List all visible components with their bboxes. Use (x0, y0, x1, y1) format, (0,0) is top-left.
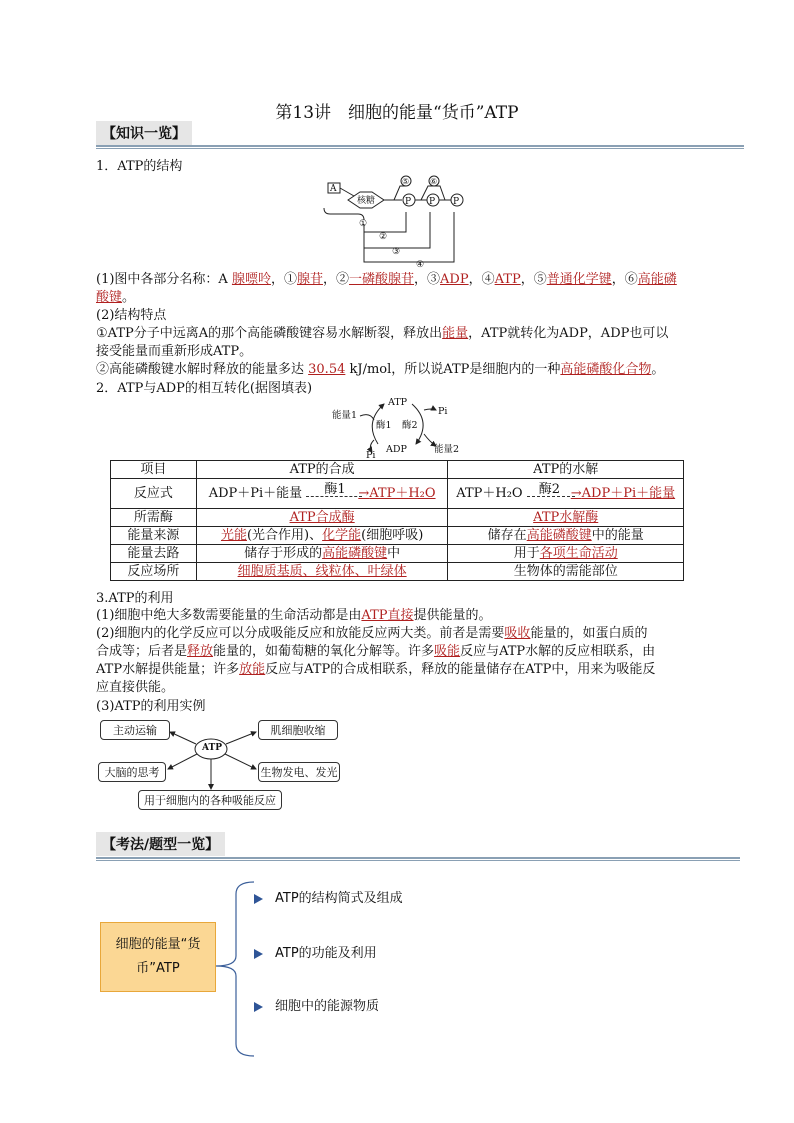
root-line2: 币”ATP (136, 961, 180, 976)
table-header-row (111, 461, 684, 479)
text: ，③ (414, 272, 441, 287)
text: 储存于形成的 (244, 545, 323, 561)
mindmap-brace (214, 880, 264, 1060)
use-examples-heading: (3)ATP的利用实例 (96, 699, 206, 714)
arrow-right-icon (254, 949, 263, 959)
answer: 吸能 (434, 644, 461, 659)
answer: 高能磷酸键 (322, 545, 388, 561)
answer: 一磷酸腺苷 (349, 272, 415, 287)
answer: 高能磷酸化合物 (560, 362, 652, 377)
answer: ATP＋H₂O (369, 485, 436, 501)
section-header-question-types: 【考法/题型一览】 (96, 832, 225, 856)
text: ②高能磷酸键水解时释放的能量多达 (96, 362, 309, 377)
answer: 细胞质基质、线粒体、叶绿体 (237, 563, 407, 579)
answer: 放能 (239, 662, 266, 677)
q2-heading: (2)结构特点 (96, 308, 167, 323)
answer: 吸收 (504, 626, 531, 641)
use-line1 (96, 607, 492, 625)
table-row (111, 563, 684, 581)
text: ATP＋H₂O (456, 485, 523, 501)
item-label: 细胞中的能源物质 (275, 999, 380, 1014)
use-line3 (96, 643, 655, 661)
label-n1: ① (359, 219, 368, 229)
label-p3: P (453, 197, 460, 207)
text: 反应与ATP水解的反应相联系，由 (460, 644, 656, 659)
text: 。 (651, 362, 665, 377)
cycle-atp: ATP (388, 397, 408, 408)
text: ATP水解提供能量；许多 (96, 662, 240, 677)
row-label: 反应场所 (111, 563, 197, 581)
usage-active-transport: 主动运输 (100, 720, 170, 740)
answer: 普通化学键 (546, 272, 612, 287)
enzyme-arrow (527, 481, 575, 502)
answer: ADP (440, 272, 469, 287)
cycle-energy2: 能量2 (434, 444, 460, 455)
label-p2: P (429, 197, 436, 207)
answer: 释放 (187, 644, 214, 659)
label-p1: P (405, 197, 412, 207)
table-header-cell: ATP的合成 (196, 461, 448, 479)
answer: 化学能 (322, 527, 362, 543)
mindmap-item-energy-substances[interactable] (254, 995, 379, 1014)
answer: 能量 (442, 326, 469, 341)
enzyme-label: 酶2 (538, 481, 561, 497)
text: 能量的，如葡萄糖的氧化分解等。许多 (213, 644, 435, 659)
answer: 腺嘌呤 (231, 272, 271, 287)
table-row (111, 509, 684, 527)
page-title: 第13讲 细胞的能量“货币”ATP (275, 103, 519, 123)
text: (光合作用)、 (246, 527, 323, 543)
q2-line-c (96, 361, 664, 379)
enzyme-arrow (306, 481, 362, 502)
text: (2)细胞内的化学反应可以分成吸能反应和放能反应两大类。前者是需要 (96, 626, 505, 641)
arrow-right-icon (254, 894, 263, 904)
label-n6: ⑥ (430, 177, 438, 186)
q1-line1 (96, 271, 677, 289)
use-line5: 应直接供能。 (96, 680, 175, 695)
text: (1)细胞中绝大多数需要能量的生命活动都是由 (96, 608, 362, 623)
text: ，ATP就转化为ADP，ADP也可以 (468, 326, 669, 341)
text: kJ/mol，所以说ATP是细胞内的一种 (345, 362, 561, 377)
text: 中的能量 (591, 527, 644, 543)
answer: ATP直接 (361, 608, 414, 623)
cycle-pi2: Pi (366, 450, 376, 460)
text: 。 (122, 290, 136, 305)
mindmap-item-function[interactable] (254, 942, 377, 961)
label-n5: ⑤ (402, 177, 410, 186)
heading-atp-adp: 2．ATP与ADP的相互转化(据图填表) (96, 381, 313, 396)
q2-line-b: 接受能量而重新形成ATP。 (96, 344, 253, 359)
answer: 各项生命活动 (539, 545, 618, 561)
text: 能量的，如蛋白质的 (530, 626, 648, 641)
use-line4 (96, 661, 655, 679)
q1-line2 (96, 289, 135, 307)
table-header-cell: ATP的水解 (448, 461, 684, 479)
cycle-adp: ADP (386, 444, 407, 455)
usage-center-atp: ATP (202, 743, 222, 753)
answer: 光能 (220, 527, 247, 543)
usage-muscle-contraction: 肌细胞收缩 (258, 720, 338, 740)
cycle-enzyme2: 酶2 (402, 420, 418, 431)
label-n2: ② (379, 232, 388, 242)
row-label: 反应式 (111, 479, 197, 509)
table-row (111, 527, 684, 545)
atp-adp-cycle-diagram (328, 396, 468, 460)
text: 储存在 (487, 527, 527, 543)
item-label: ATP的结构简式及组成 (275, 891, 403, 906)
row-label: 能量去路 (111, 545, 197, 563)
usage-endergonic-reactions: 用于细胞内的各种吸能反应 (138, 790, 282, 810)
heading-atp-structure: 1．ATP的结构 (96, 159, 183, 174)
answer: ATP水解酶 (533, 509, 599, 525)
answer: 高能磷 (637, 272, 677, 287)
cycle-enzyme1: 酶1 (376, 420, 392, 431)
label-ribose: 核糖 (357, 196, 376, 206)
label-n3: ③ (392, 247, 401, 257)
section-header-knowledge: 【知识一览】 (96, 121, 192, 145)
text: 反应与ATP的合成相联系，释放的能量储存在ATP中，用来为吸能反 (265, 662, 656, 677)
mindmap-root (100, 922, 216, 992)
label-a: A (330, 184, 337, 194)
root-line1: 细胞的能量“货 (115, 937, 201, 952)
section-rule (96, 145, 744, 149)
answer: 高能磷酸键 (526, 527, 592, 543)
text: 用于 (513, 545, 540, 561)
text: ，⑥ (611, 272, 638, 287)
text: ，④ (468, 272, 495, 287)
table-row (111, 545, 684, 563)
enzyme-label: 酶1 (324, 481, 346, 497)
row-label: 所需酶 (111, 509, 197, 527)
text: ①ATP分子中远离A的那个高能磷酸键容易水解断裂，释放出 (96, 326, 443, 341)
arrow-right-icon (254, 1002, 263, 1012)
answer: 酸键 (96, 290, 123, 305)
usage-brain-thinking: 大脑的思考 (98, 762, 166, 782)
q2-line-a (96, 325, 668, 343)
text: (1)图中各部分名称：A (96, 272, 232, 287)
row-label: 能量来源 (111, 527, 197, 545)
usage-bioelectricity: 生物发电、发光 (258, 762, 340, 782)
text: 中 (387, 545, 401, 561)
hydrolysis-equation: ATP＋H₂O 酶2 →ADP＋Pi＋能量 (448, 479, 684, 509)
answer: ATP合成酶 (289, 509, 355, 525)
text: ADP＋Pi＋能量 (208, 485, 303, 501)
text: ，② (322, 272, 349, 287)
table-header-cell: 项目 (111, 461, 197, 479)
answer: 30.54 (308, 362, 346, 377)
text: 提供能量的。 (413, 608, 492, 623)
atp-conversion-table (110, 460, 684, 581)
use-line2 (96, 625, 647, 643)
table-row (111, 479, 684, 509)
cycle-energy1: 能量1 (332, 410, 358, 421)
section-rule (96, 857, 740, 861)
heading-atp-use: 3.ATP的利用 (96, 591, 174, 606)
answer: ATP (494, 272, 521, 287)
answer: ADP＋Pi＋能量 (581, 485, 676, 501)
mindmap-item-structure[interactable] (254, 887, 403, 906)
text: ，⑤ (520, 272, 547, 287)
answer: 腺苷 (296, 272, 323, 287)
text: (细胞呼吸) (361, 527, 424, 543)
item-label: ATP的功能及利用 (275, 946, 377, 961)
synthesis-equation: ADP＋Pi＋能量 酶1 →ATP＋H₂O (196, 479, 448, 509)
text: 合成等；后者是 (96, 644, 188, 659)
atp-structure-diagram (318, 172, 478, 268)
text: ，① (270, 272, 297, 287)
table-cell: 生物体的需能部位 (448, 563, 684, 581)
cycle-pi1: Pi (438, 406, 448, 417)
label-n4: ④ (416, 260, 425, 268)
